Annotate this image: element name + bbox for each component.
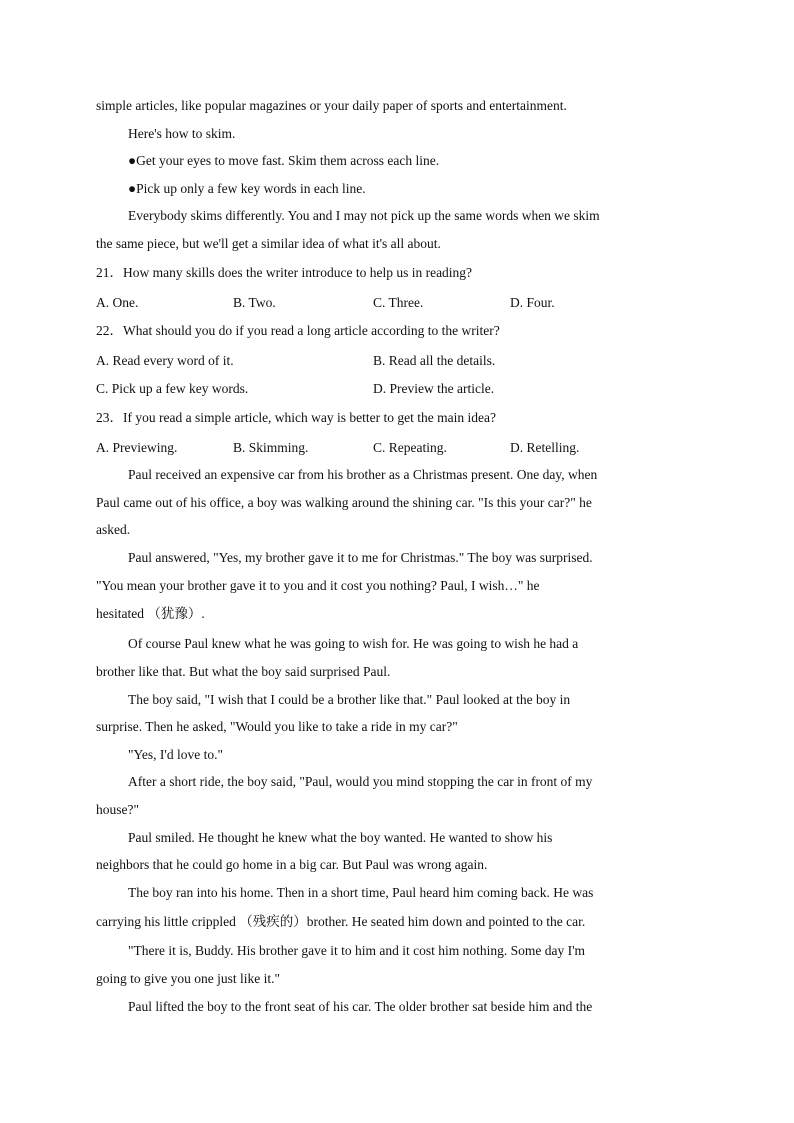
passage-b-line: surprise. Then he asked, "Would you like to take a ride in my car?" [96, 719, 458, 734]
passage-b-line: After a short ride, the boy said, "Paul, would you mind stopping the car in front of my [128, 774, 593, 789]
question-23-option-c: C. Repeating. [373, 440, 447, 455]
passage-b-line: hesitated （犹豫）. [96, 606, 205, 621]
question-23-option-b: B. Skimming. [233, 440, 309, 455]
passage-b-line: brother like that. But what the boy said surprised Paul. [96, 664, 391, 679]
passage-b-line: The boy said, "I wish that I could be a brother like that." Paul looked at the boy in [128, 692, 571, 707]
passage-b-line: going to give you one just like it." [96, 971, 280, 986]
passage-b-line: Paul came out of his office, a boy was walking around the shining car. "Is this your car?" he [96, 495, 592, 510]
question-23-option-d: D. Retelling. [510, 440, 580, 455]
question-22-option-b: B. Read all the details. [373, 353, 496, 368]
question-21-option-a: A. One. [96, 295, 139, 310]
passage-b-line: neighbors that he could go home in a big car. But Paul was wrong again. [96, 857, 488, 872]
question-22-option-a: A. Read every word of it. [96, 353, 234, 368]
passage-b-line: asked. [96, 522, 131, 537]
question-21-option-c: C. Three. [373, 295, 424, 310]
passage-b-line: "You mean your brother gave it to you and it cost you nothing? Paul, I wish…" he [96, 578, 540, 593]
passage-b-line: Paul received an expensive car from his brother as a Christmas present. One day, when [128, 467, 598, 482]
question-21-option-b: B. Two. [233, 295, 276, 310]
passage-b-line: "Yes, I'd love to." [128, 747, 223, 762]
question-22-option-d: D. Preview the article. [373, 381, 495, 396]
question-23-option-a: A. Previewing. [96, 440, 178, 455]
passage-a-line: the same piece, but we'll get a similar idea of what it's all about. [96, 236, 441, 251]
question-22-stem: 22．What should you do if you read a long article according to the writer? [96, 323, 500, 338]
passage-b-line: Paul lifted the boy to the front seat of his car. The older brother sat beside him and the [128, 999, 593, 1014]
question-23-stem: 23．If you read a simple article, which way is better to get the main idea? [96, 410, 496, 425]
passage-b-line: Paul answered, "Yes, my brother gave it to me for Christmas." The boy was surprised. [128, 550, 593, 565]
bullet-line: ●Pick up only a few key words in each line. [128, 181, 366, 196]
question-22-option-c: C. Pick up a few key words. [96, 381, 249, 396]
passage-b-line: "There it is, Buddy. His brother gave it to him and it cost him nothing. Some day I'm [128, 943, 586, 958]
passage-b-line: house?" [96, 802, 139, 817]
passage-a-line: Everybody skims differently. You and I may not pick up the same words when we skim [128, 208, 600, 223]
question-21-stem: 21．How many skills does the writer introduce to help us in reading? [96, 265, 473, 280]
passage-a-line: Here's how to skim. [128, 126, 236, 141]
bullet-line: ●Get your eyes to move fast. Skim them across each line. [128, 153, 440, 168]
passage-b-line: carrying his little crippled （残疾的）brother. He seated him down and pointed to the car. [96, 914, 586, 929]
passage-b-line: Paul smiled. He thought he knew what the boy wanted. He wanted to show his [128, 830, 553, 845]
passage-b-line: The boy ran into his home. Then in a short time, Paul heard him coming back. He was [128, 885, 594, 900]
question-21-option-d: D. Four. [510, 295, 555, 310]
passage-a-line: simple articles, like popular magazines or your daily paper of sports and entertainment. [96, 98, 567, 113]
passage-b-line: Of course Paul knew what he was going to wish for. He was going to wish he had a [128, 636, 579, 651]
